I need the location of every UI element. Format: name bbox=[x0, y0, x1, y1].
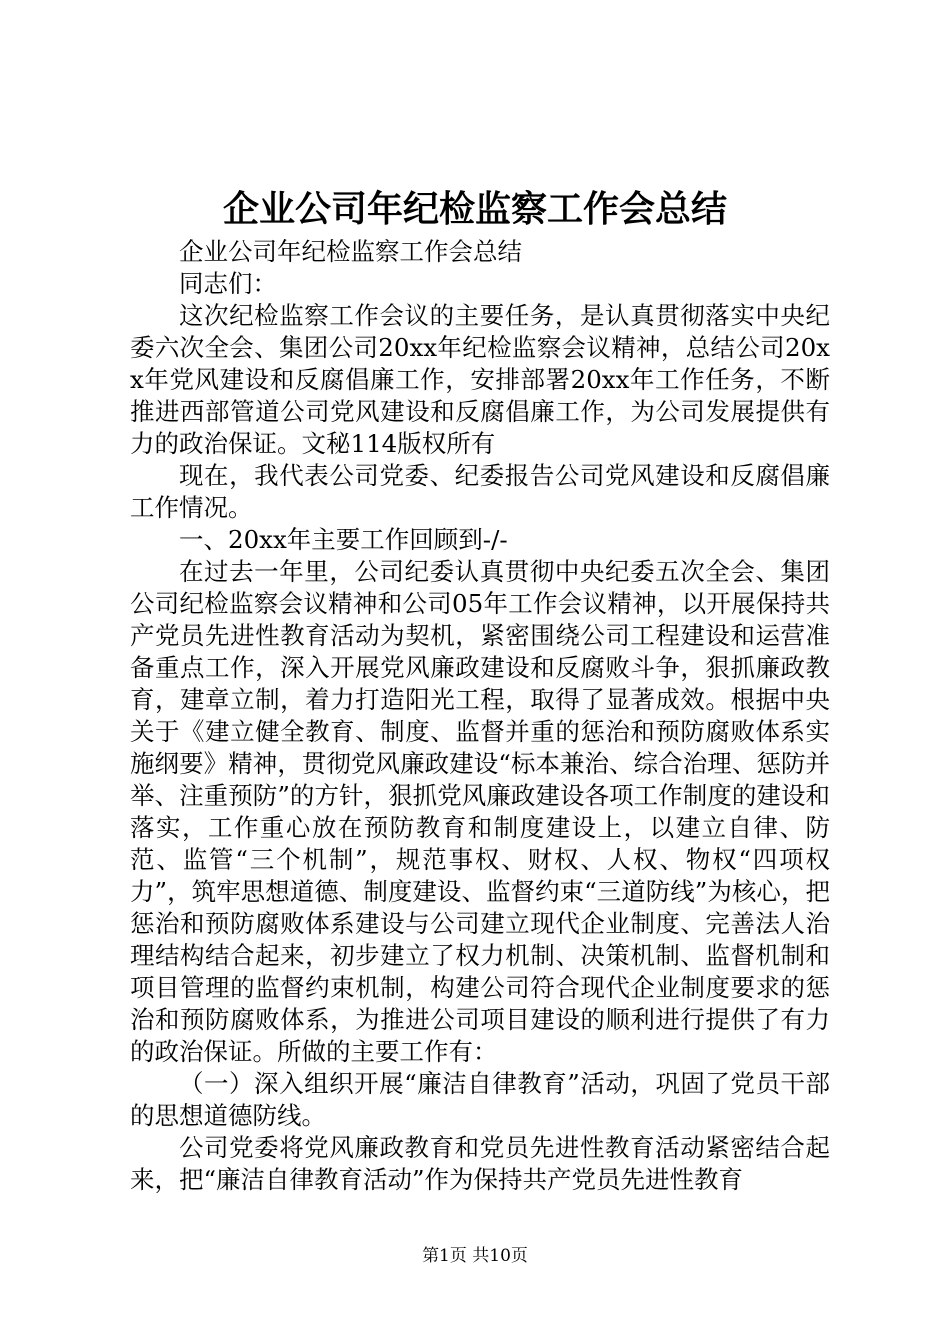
paragraph-subtitle: 企业公司年纪检监察工作会总结 bbox=[179, 237, 522, 266]
paragraph-intro: 这次纪检监察工作会议的主要任务，是认真贯彻落实中央纪委六次全会、集团公司20xx年纪检监察会议精神，总结公司20xx年党风建设和反腐倡廉工作，安排部署20xx年工作任务，不断推进西部管道公司党风建设和反腐倡廉工作，为公司发展提供有力的政治保证。文秘114版权所有 bbox=[130, 301, 830, 458]
section-heading-review: 一、20xx年主要工作回顾到-/- bbox=[179, 525, 508, 554]
page-footer: 第1页 共10页 bbox=[422, 1246, 528, 1266]
paragraph-report: 现在，我代表公司党委、纪委报告公司党风建设和反腐倡廉工作情况。 bbox=[130, 461, 830, 522]
paragraph-education: 公司党委将党风廉政教育和党员先进性教育活动紧密结合起来，把“廉洁自律教育活动”作为保持共产党员先进性教育 bbox=[130, 1133, 830, 1194]
paragraph-salutation: 同志们： bbox=[179, 269, 277, 298]
subsection-heading-education: （一）深入组织开展“廉洁自律教育”活动，巩固了党员干部的思想道德防线。 bbox=[130, 1069, 830, 1130]
document-body bbox=[130, 236, 830, 1196]
document-title: 企业公司年纪检监察工作会总结 bbox=[222, 188, 727, 230]
paragraph-review: 在过去一年里，公司纪委认真贯彻中央纪委五次全会、集团公司纪检监察会议精神和公司05年工作会议精神，以开展保持共产党员先进性教育活动为契机，紧密围绕公司工程建设和运营准备重点工作，深入开展党风廉政建设和反腐败斗争，狠抓廉政教育，建章立制，着力打造阳光工程，取得了显著成效。根据中央关于《建立健全教育、制度、监督并重的惩治和预防腐败体系实施纲要》精神，贯彻党风廉政建设“标本兼治、综合治理、惩防并举、注重预防”的方针，狠抓党风廉政建设各项工作制度的建设和落实，工作重心放在预防教育和制度建设上，以建立自律、防范、监管“三个机制”，规范事权、财权、人权、物权“四项权力”，筑牢思想道德、制度建设、监督约束“三道防线”为核心，把惩治和预防腐败体系建设与公司建立现代企业制度、完善法人治理结构结合起来，初步建立了权力机制、决策机制、监督机制和项目管理的监督约束机制，构建公司符合现代企业制度要求的惩治和预防腐败体系，为推进公司项目建设的顺利进行提供了有力的政治保证。所做的主要工作有： bbox=[130, 557, 830, 1066]
